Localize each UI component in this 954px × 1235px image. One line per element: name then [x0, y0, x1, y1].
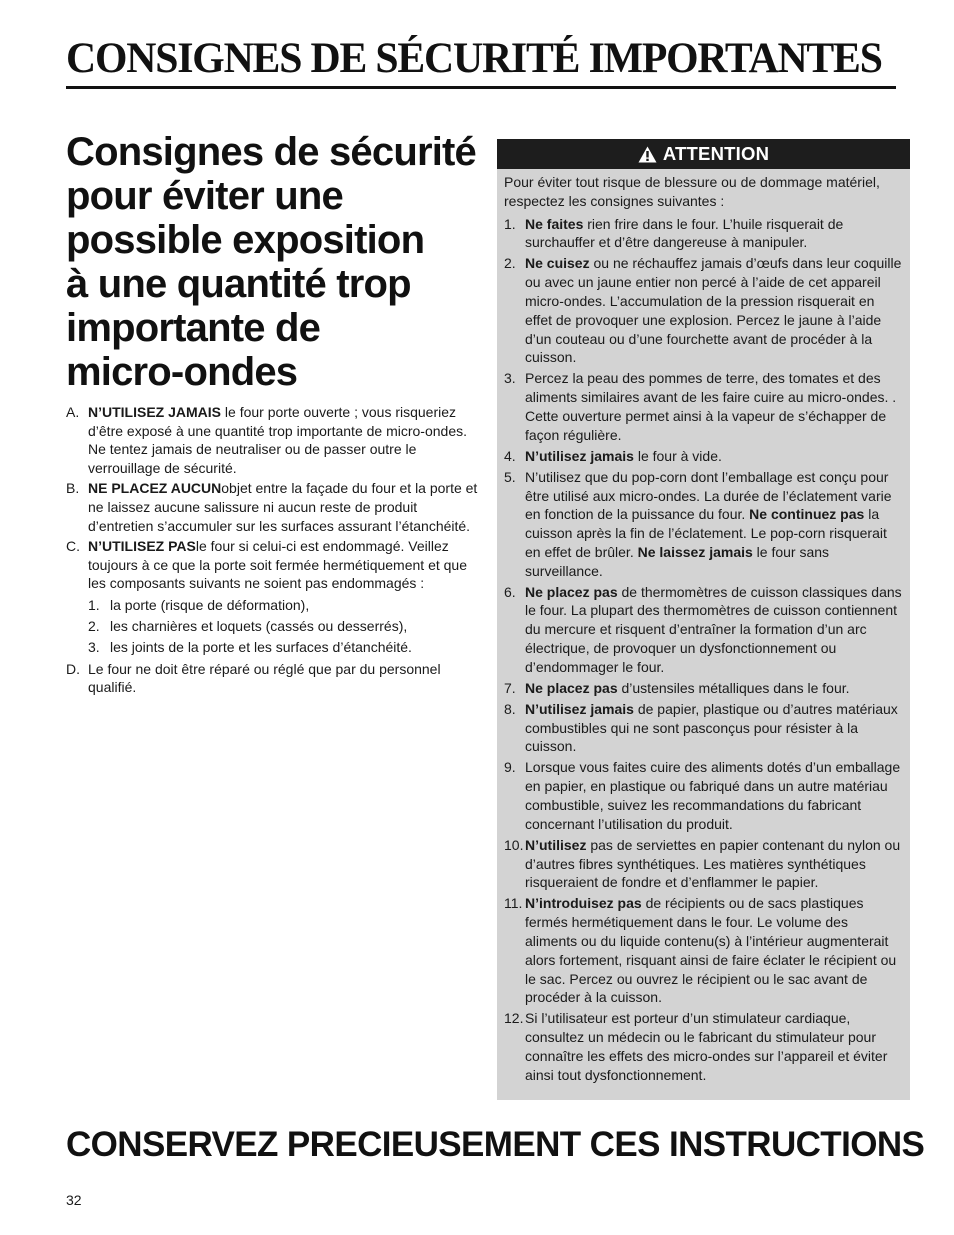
- item-text: pas de serviettes en papier contenant du nylon ou d’autres fibres synthétiques. Les matières synthétiques risqueraient de fondre et d’enflammer le papier.: [525, 836, 901, 891]
- title-rule: [66, 86, 896, 89]
- list-marker: 1.: [504, 215, 516, 232]
- item-text: la porte (risque de déformation),: [110, 596, 310, 613]
- section-heading: [66, 130, 480, 394]
- emphasis-text: Ne continuez pas: [749, 506, 865, 523]
- sub-list-item: [66, 617, 480, 636]
- list-item: [66, 537, 480, 593]
- heading-line: Consignes de sécurité: [66, 130, 476, 174]
- warning-intro: Pour éviter tout risque de blessure ou de dommage matériel, respectez les consignes suivantes :: [504, 174, 880, 209]
- list-marker: 9.: [504, 759, 516, 776]
- list-marker: 7.: [504, 679, 516, 696]
- list-marker: 4.: [504, 447, 516, 464]
- emphasis-text: Ne faites: [525, 215, 584, 232]
- item-text: les joints de la porte et les surfaces d’étanchéité.: [110, 639, 412, 656]
- warning-list-item: [504, 700, 902, 756]
- emphasis-text: N’utilisez jamais: [525, 700, 634, 717]
- list-marker: 5.: [504, 468, 516, 485]
- item-text: le four porte ouverte ; vous risqueriez d’être exposé à une quantité trop importante de micro-ondes. Ne tentez jamais de neutraliser ou de passer outre le verrouillage de sécurité.: [88, 404, 468, 476]
- item-text: le four sans surveillance.: [525, 543, 830, 579]
- sub-list-item: [66, 638, 480, 657]
- list-marker: A.: [66, 404, 80, 420]
- list-item: [66, 660, 480, 697]
- item-text: N’utilisez que du pop-corn dont l’emballage est conçu pour être utilisé aux micro-ondes. La durée de l’éclatement varie en fonction de la puissance du four.: [525, 468, 892, 523]
- item-text: d’ustensiles métalliques dans le four.: [617, 679, 850, 696]
- emphasis-text: Ne cuisez: [525, 255, 590, 272]
- emphasis-text: N’introduisez pas: [525, 895, 642, 912]
- list-marker: 2.: [504, 255, 516, 272]
- emphasis-text: NE PLACEZ AUCUN: [88, 480, 222, 497]
- warning-label: ATTENTION: [662, 143, 770, 164]
- emphasis-text: N’utilisez jamais: [525, 447, 634, 464]
- warning-header: [497, 139, 910, 169]
- list-marker: B.: [66, 480, 80, 497]
- item-text: la cuisson après la fin de l’éclatement. Le pop-corn risquerait en effet de brûler.: [525, 506, 887, 560]
- list-marker: 8.: [504, 700, 516, 717]
- list-marker: 3.: [504, 370, 516, 387]
- footer-title: CONSERVEZ PRECIEUSEMENT CES INSTRUCTIONS: [66, 1125, 925, 1164]
- emphasis-text: N’utilisez: [525, 836, 587, 853]
- list-marker: 11.: [504, 895, 523, 912]
- list-marker: 2.: [88, 618, 100, 635]
- warning-list-item: [504, 679, 902, 698]
- heading-line: micro-ondes: [66, 350, 298, 394]
- warning-list-item: [504, 369, 902, 444]
- warning-triangle-icon: [638, 146, 657, 163]
- warning-list: [504, 215, 902, 1085]
- warning-body: [497, 169, 910, 1085]
- warning-list-item: [504, 894, 902, 1007]
- page-number: 32: [66, 1192, 82, 1208]
- sub-list: [66, 596, 480, 657]
- safety-list: [66, 403, 480, 697]
- list-marker: 6.: [504, 583, 516, 600]
- item-text: objet entre la façade du four et la porte et ne laissez aucune salissure ni aucun reste de produit d’entretien s’accumuler sur les surfaces assurant l’étanchéité.: [88, 480, 478, 534]
- emphasis-text: Ne placez pas: [525, 679, 618, 696]
- warning-box: [497, 139, 910, 1100]
- item-text: le four à vide.: [633, 447, 722, 464]
- warning-list-item: [504, 583, 902, 677]
- item-text: de récipients ou de sacs plastiques fermés hermétiquement dans le four. Le volume des aliments ou du liquide contenu(s) à l’intérieur augmenterait alors fortement, risquant ainsi de faire éclater le récipient ou le sac. Percez ou ouvrez le récipient ou le sac avant de procéder à la cuisson.: [525, 895, 897, 1006]
- warning-list-item: [504, 447, 902, 466]
- list-marker: D.: [66, 660, 80, 677]
- sub-list-item: [66, 596, 480, 615]
- list-item: [66, 403, 480, 477]
- list-item: [66, 479, 480, 535]
- item-text: Percez la peau des pommes de terre, des tomates et des aliments similaires avant de les faire cuire au micro-ondes. . Cette ouverture permet ainsi à la vapeur de s’échapper de façon régulière.: [525, 370, 897, 443]
- item-text: Si l’utilisateur est porteur d’un stimulateur cardiaque, consultez un médecin ou le fabricant du stimulateur pour connaître les effets des micro-ondes sur l’appareil et éviter ainsi tout dysfonctionnement.: [525, 1010, 888, 1083]
- list-marker: C.: [66, 538, 80, 555]
- list-marker: 10.: [504, 836, 524, 853]
- warning-list-item: [504, 254, 902, 367]
- heading-line: importante de: [66, 306, 321, 350]
- item-text: de thermomètres de cuisson classiques dans le four. La plupart des thermomètres de cuisson contiennent du mercure et risquent d’entraîner la formation d’un arc électrique, de provoquer un dysfonctionnement ou d’endommager le four.: [525, 583, 902, 675]
- warning-list-item: [504, 836, 902, 892]
- page-title: CONSIGNES DE SÉCURITÉ IMPORTANTES: [66, 35, 882, 82]
- heading-line: à une quantité trop: [66, 262, 411, 306]
- heading-line: possible exposition: [66, 218, 425, 262]
- item-text: Le four ne doit être réparé ou réglé que par du personnel qualifié.: [88, 660, 441, 696]
- item-text: de papier, plastique ou d’autres matériaux combustibles qui ne sont pasconçus pour résister à la cuisson.: [525, 700, 898, 755]
- emphasis-text: Ne placez pas: [525, 583, 618, 600]
- item-text: le four si celui-ci est endommagé. Veillez toujours à ce que la porte soit fermée hermétiquement et que les composants suivants ne soient pas endommagés :: [88, 538, 467, 592]
- left-column: [66, 130, 480, 699]
- emphasis-text: N’UTILISEZ JAMAIS: [88, 404, 222, 420]
- emphasis-text: Ne laissez jamais: [637, 543, 753, 560]
- list-marker: 1.: [88, 596, 100, 613]
- warning-list-item: [504, 468, 902, 581]
- item-text: Lorsque vous faites cuire des aliments dotés d’un emballage en papier, en plastique ou fabriqué dans un autre matériau combustible, suivez les recommandations du fabricant concernant l’utilisation du produit.: [525, 759, 901, 832]
- item-text: les charnières et loquets (cassés ou desserrés),: [110, 618, 408, 635]
- emphasis-text: N’UTILISEZ PAS: [88, 538, 196, 555]
- list-marker: 3.: [88, 639, 100, 656]
- warning-list-item: [504, 1009, 902, 1084]
- item-text: rien frire dans le four. L’huile risquerait de surchauffer et d’être dangereuse à manipuler.: [525, 215, 844, 251]
- heading-line: pour éviter une: [66, 174, 343, 218]
- item-text: ou ne réchauffez jamais d’œufs dans leur coquille ou avec un jaune entier non percé à l’aide de cet appareil micro-ondes. L’accumulation de la pression risquerait en effet de provoquer une explosion. Percez le jaune à l’aide d’un couteau ou d’une fourchette avant de procéder à la cuisson.: [525, 255, 902, 366]
- warning-list-item: [504, 215, 902, 253]
- warning-list-item: [504, 758, 902, 833]
- list-marker: 12.: [504, 1010, 524, 1027]
